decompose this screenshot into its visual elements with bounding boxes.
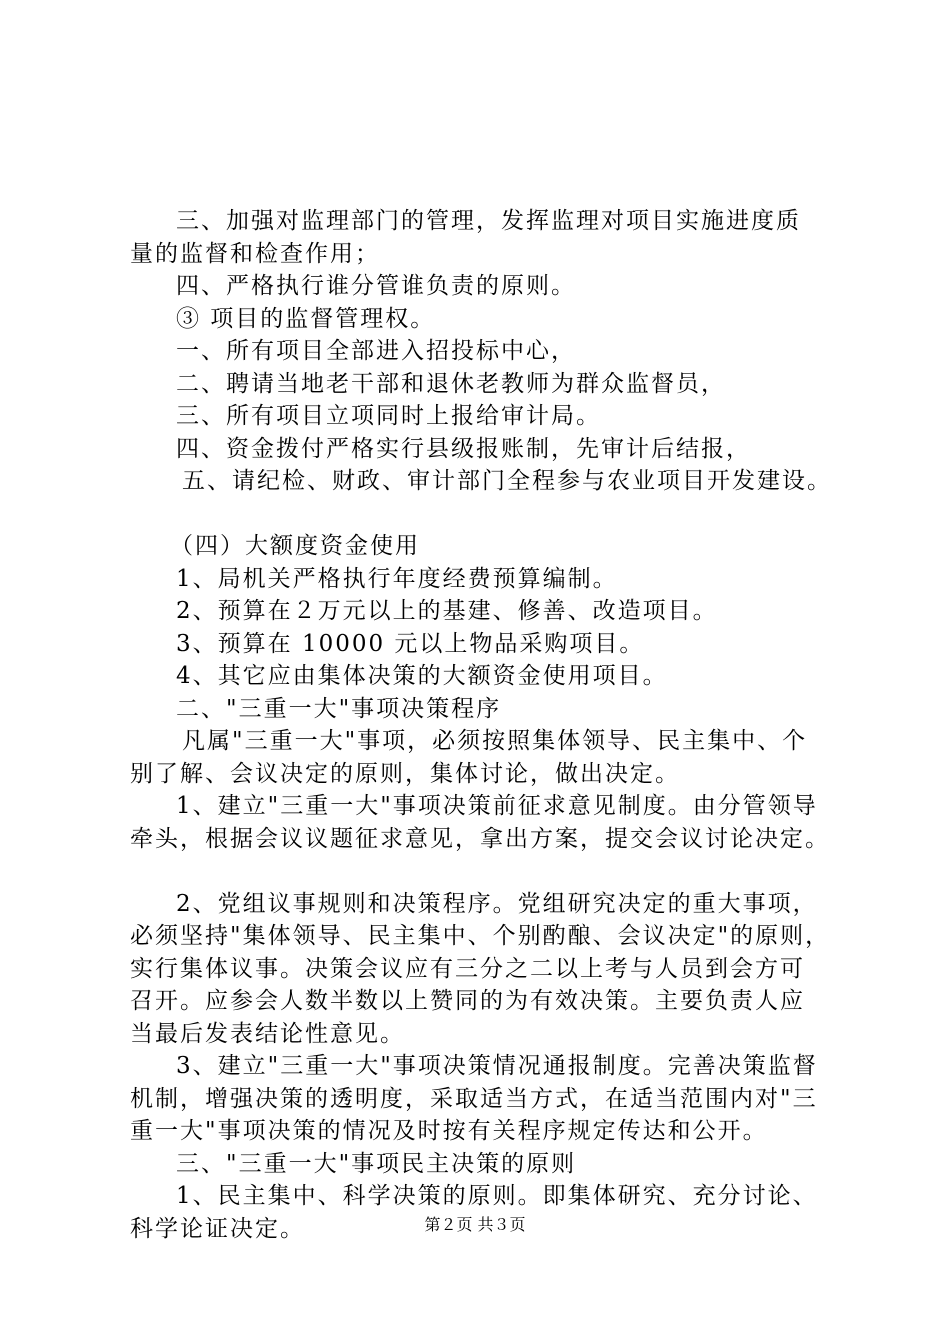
paragraph-line: 当最后发表结论性意见。: [130, 1020, 405, 1047]
section-heading: 二、"三重一大"事项决策程序: [176, 695, 502, 722]
paragraph-line: 1、建立"三重一大"事项决策前征求意见制度。由分管领导: [176, 793, 818, 819]
page-footer: 第２页 共３页: [424, 1215, 526, 1234]
paragraph-line: 机制，增强决策的透明度，采取适当方式，在适当范围内对"三: [130, 1085, 818, 1112]
paragraph-line: 实行集体议事。决策会议应有三分之二以上考与人员到会方可: [130, 955, 805, 982]
blank-line: [130, 855, 840, 888]
paragraph-line: 一、所有项目全部进入招投标中心，: [176, 338, 576, 364]
paragraph-line: 三、所有项目立项同时上报给审计局。: [176, 403, 601, 429]
paragraph-line: 2、党组议事规则和决策程序。党组研究决定的重大事项，: [176, 890, 818, 917]
paragraph-line: ③ 项目的监督管理权。: [176, 305, 436, 332]
paragraph-line: 4、其它应由集体决策的大额资金使用项目。: [176, 663, 668, 689]
paragraph-line: 必须坚持"集体领导、民主集中、个别酌酿、会议决定"的原则，: [130, 923, 831, 949]
paragraph-line: 2、预算在２万元以上的基建、修善、改造项目。: [176, 598, 718, 624]
paragraph-line: 四、严格执行谁分管谁负责的原则。: [176, 273, 576, 299]
paragraph-line: 别了解、会议决定的原则，集体讨论，做出决定。: [130, 760, 680, 787]
document-body: [130, 205, 840, 1245]
paragraph-line: 3、建立"三重一大"事项决策情况通报制度。完善决策监督: [176, 1053, 818, 1079]
section-heading: 三、"三重一大"事项民主决策的原则: [176, 1150, 577, 1177]
paragraph-line: 五、请纪检、财政、审计部门全程参与农业项目开发建设。: [182, 468, 832, 494]
paragraph-line: 1、局机关严格执行年度经费预算编制。: [176, 565, 618, 592]
blank-line: [130, 498, 840, 531]
paragraph-line: 召开。应参会人数半数以上赞同的为有效决策。主要负责人应: [130, 988, 805, 1014]
paragraph-line: 四、资金拨付严格实行县级报账制，先审计后结报，: [176, 435, 751, 462]
paragraph-line: 凡属"三重一大"事项，必须按照集体领导、民主集中、个: [182, 728, 808, 754]
paragraph-line: 3、预算在 10000 元以上物品采购项目。: [176, 630, 645, 657]
paragraph-line: 1、民主集中、科学决策的原则。即集体研究、充分讨论、: [176, 1183, 818, 1209]
paragraph-line: 量的监督和检查作用；: [130, 240, 380, 267]
paragraph-line: 二、聘请当地老干部和退休老教师为群众监督员，: [176, 370, 726, 397]
paragraph-line: 三、加强对监理部门的管理，发挥监理对项目实施进度质: [176, 208, 801, 234]
paragraph-line: 牵头，根据会议议题征求意见，拿出方案，提交会议讨论决定。: [130, 825, 830, 852]
section-heading: （四）大额度资金使用: [170, 533, 420, 559]
paragraph-line: 科学论证决定。: [130, 1215, 305, 1242]
paragraph-line: 重一大"事项决策的情况及时按有关程序规定传达和公开。: [130, 1118, 768, 1144]
